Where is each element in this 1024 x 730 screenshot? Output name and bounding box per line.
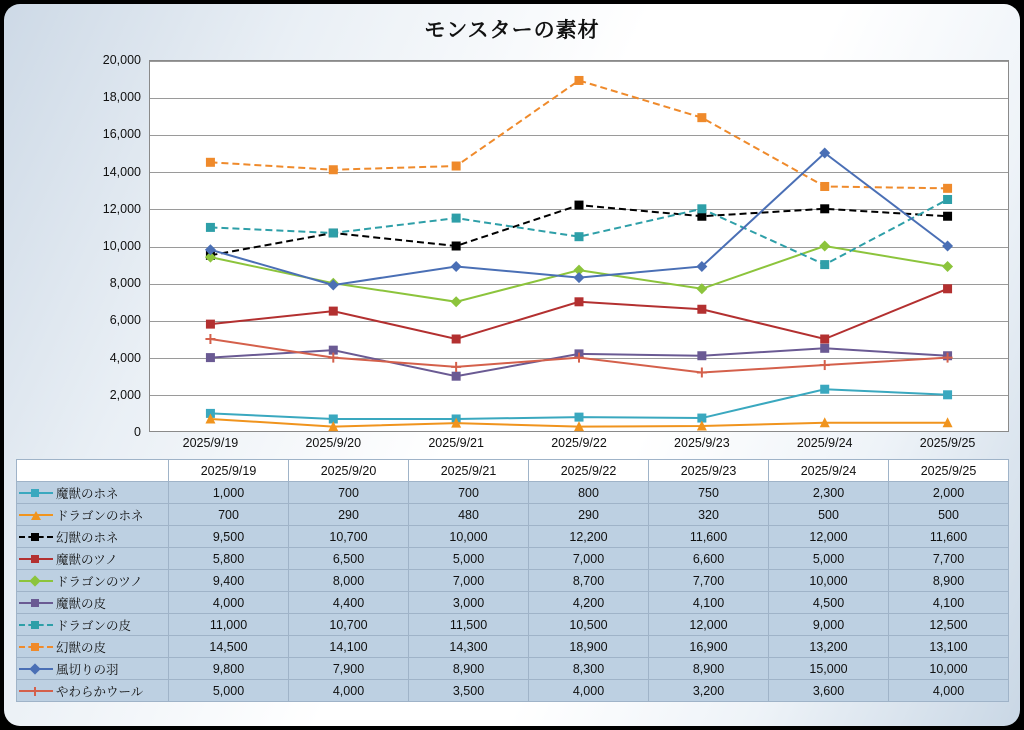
table-cell: 3,000	[409, 592, 529, 614]
table-row	[17, 680, 1009, 702]
table-cell: 15,000	[769, 658, 889, 680]
legend-marker-icon	[19, 619, 53, 631]
table-cell: 16,900	[649, 636, 769, 658]
table-cell: 5,000	[769, 548, 889, 570]
table-cell: 750	[649, 482, 769, 504]
table-cell: 13,100	[889, 636, 1009, 658]
legend-marker-icon	[19, 685, 53, 697]
table-cell: 10,000	[889, 658, 1009, 680]
table-cell: 14,100	[289, 636, 409, 658]
table-cell: 320	[649, 504, 769, 526]
table-row-legend	[17, 658, 169, 680]
table-cell: 7,700	[649, 570, 769, 592]
table-cell: 10,700	[289, 614, 409, 636]
table-cell: 13,200	[769, 636, 889, 658]
table-column-header: 2025/9/19	[169, 460, 289, 482]
x-axis-tick-label: 2025/9/23	[674, 436, 730, 450]
table-cell: 1,000	[169, 482, 289, 504]
table-cell: 7,000	[529, 548, 649, 570]
legend-marker-icon	[19, 509, 53, 521]
table-row	[17, 570, 1009, 592]
table-cell: 7,900	[289, 658, 409, 680]
y-axis-tick-label: 4,000	[109, 350, 141, 365]
table-row-label: 魔獣の皮	[56, 596, 107, 611]
table-cell: 4,200	[529, 592, 649, 614]
table-row	[17, 482, 1009, 504]
table-cell: 4,000	[289, 680, 409, 702]
x-axis-labels	[149, 436, 1009, 456]
table-row-legend	[17, 570, 169, 592]
table-cell: 5,000	[169, 680, 289, 702]
table-cell: 10,000	[409, 526, 529, 548]
chart-card	[4, 4, 1020, 726]
table-row-legend	[17, 548, 169, 570]
table-cell: 500	[769, 504, 889, 526]
x-axis-tick-label: 2025/9/20	[305, 436, 362, 450]
table-cell: 3,500	[409, 680, 529, 702]
y-axis-tick-label: 12,000	[102, 201, 141, 216]
table-row-label: 風切りの羽	[56, 662, 119, 677]
y-axis-tick-label: 0	[134, 425, 141, 439]
table-row-legend	[17, 680, 169, 702]
table-cell: 9,400	[169, 570, 289, 592]
table-row	[17, 658, 1009, 680]
chart-series	[206, 284, 952, 343]
table-cell: 6,500	[289, 548, 409, 570]
table-cell: 8,300	[529, 658, 649, 680]
table-cell: 9,500	[169, 526, 289, 548]
legend-marker-icon	[19, 575, 53, 587]
table-cell: 8,900	[889, 570, 1009, 592]
table-cell: 18,900	[529, 636, 649, 658]
x-axis-tick-label: 2025/9/22	[551, 436, 607, 450]
table-cell: 480	[409, 504, 529, 526]
y-axis-tick-label: 8,000	[109, 276, 141, 291]
table-row	[17, 526, 1009, 548]
table-cell: 700	[169, 504, 289, 526]
table-row	[17, 636, 1009, 658]
table-row	[17, 504, 1009, 526]
table-cell: 800	[529, 482, 649, 504]
table-cell: 11,600	[889, 526, 1009, 548]
table-corner-cell	[17, 460, 169, 482]
table-header-row	[17, 460, 1009, 482]
y-axis-tick-label: 10,000	[102, 239, 141, 253]
table-cell: 4,500	[769, 592, 889, 614]
legend-marker-icon	[19, 487, 53, 499]
data-table	[16, 459, 1009, 702]
y-axis-tick-label: 20,000	[102, 53, 141, 67]
table-cell: 9,000	[769, 614, 889, 636]
table-row-label: やわらかウール	[56, 684, 144, 699]
table-row-legend	[17, 614, 169, 636]
table-body	[17, 482, 1009, 702]
table-cell: 4,000	[529, 680, 649, 702]
table-row-label: ドラゴンのツノ	[56, 574, 143, 589]
table-column-header: 2025/9/22	[529, 460, 649, 482]
table-cell: 4,100	[649, 592, 769, 614]
table-column-header: 2025/9/23	[649, 460, 769, 482]
table-column-header: 2025/9/20	[289, 460, 409, 482]
x-axis-tick-label: 2025/9/21	[428, 436, 484, 450]
table-cell: 3,200	[649, 680, 769, 702]
legend-marker-icon	[19, 597, 53, 609]
table-cell: 5,000	[409, 548, 529, 570]
table-cell: 8,900	[409, 658, 529, 680]
table-row-legend	[17, 526, 169, 548]
table-cell: 700	[289, 482, 409, 504]
y-axis-tick-label: 18,000	[102, 90, 141, 105]
table-cell: 7,700	[889, 548, 1009, 570]
table-cell: 8,000	[289, 570, 409, 592]
y-axis-tick-label: 6,000	[109, 313, 141, 328]
y-axis-tick-label: 2,000	[109, 387, 141, 402]
table-row	[17, 614, 1009, 636]
table-cell: 5,800	[169, 548, 289, 570]
table-row-label: 幻獣の皮	[56, 640, 107, 655]
chart-series	[206, 385, 952, 424]
legend-marker-icon	[19, 553, 53, 565]
table-cell: 7,000	[409, 570, 529, 592]
table-cell: 290	[529, 504, 649, 526]
table-row	[17, 548, 1009, 570]
chart-series-layer	[149, 60, 1009, 432]
table-column-header: 2025/9/25	[889, 460, 1009, 482]
table-column-header: 2025/9/21	[409, 460, 529, 482]
table-cell: 8,900	[649, 658, 769, 680]
table-column-header: 2025/9/24	[769, 460, 889, 482]
table-row-legend	[17, 504, 169, 526]
y-axis-tick-label: 14,000	[102, 164, 141, 179]
table-row-label: ドラゴンのホネ	[56, 508, 144, 523]
table-cell: 4,000	[169, 592, 289, 614]
table-cell: 4,000	[889, 680, 1009, 702]
table-row-label: 魔獣のツノ	[56, 552, 118, 567]
table-cell: 12,000	[649, 614, 769, 636]
table-cell: 4,100	[889, 592, 1009, 614]
table-cell: 6,600	[649, 548, 769, 570]
table-cell: 9,800	[169, 658, 289, 680]
page-title: モンスターの素材	[424, 19, 600, 42]
table-cell: 2,000	[889, 482, 1009, 504]
table-cell: 12,000	[769, 526, 889, 548]
table-row-legend	[17, 482, 169, 504]
table-row-label: 幻獣のホネ	[56, 530, 119, 545]
table-cell: 11,000	[169, 614, 289, 636]
table-cell: 14,500	[169, 636, 289, 658]
x-axis-tick-label: 2025/9/19	[182, 436, 239, 450]
table-cell: 2,300	[769, 482, 889, 504]
table-row-legend	[17, 592, 169, 614]
legend-marker-icon	[19, 531, 53, 543]
table-cell: 11,500	[409, 614, 529, 636]
table-cell: 8,700	[529, 570, 649, 592]
y-axis-labels	[59, 53, 141, 439]
table-cell: 12,500	[889, 614, 1009, 636]
table-head	[17, 460, 1009, 482]
legend-marker-icon	[19, 663, 53, 675]
table-row	[17, 592, 1009, 614]
chart-series	[205, 334, 952, 377]
chart-series	[206, 76, 952, 193]
table-cell: 4,400	[289, 592, 409, 614]
chart-series	[206, 201, 952, 260]
table-cell: 10,000	[769, 570, 889, 592]
table-cell: 11,600	[649, 526, 769, 548]
table-cell: 3,600	[769, 680, 889, 702]
table-cell: 700	[409, 482, 529, 504]
table-row-label: ドラゴンの皮	[56, 618, 132, 633]
table-cell: 10,700	[289, 526, 409, 548]
table-cell: 10,500	[529, 614, 649, 636]
table-cell: 290	[289, 504, 409, 526]
table-row-label: 魔獣のホネ	[56, 486, 119, 501]
legend-marker-icon	[19, 641, 53, 653]
x-axis-tick-label: 2025/9/25	[919, 436, 976, 450]
table-cell: 500	[889, 504, 1009, 526]
table-cell: 14,300	[409, 636, 529, 658]
table-cell: 12,200	[529, 526, 649, 548]
table-row-legend	[17, 636, 169, 658]
data-table-wrap	[16, 459, 1008, 702]
x-axis-tick-label: 2025/9/24	[796, 436, 853, 450]
y-axis-tick-label: 16,000	[102, 127, 141, 142]
